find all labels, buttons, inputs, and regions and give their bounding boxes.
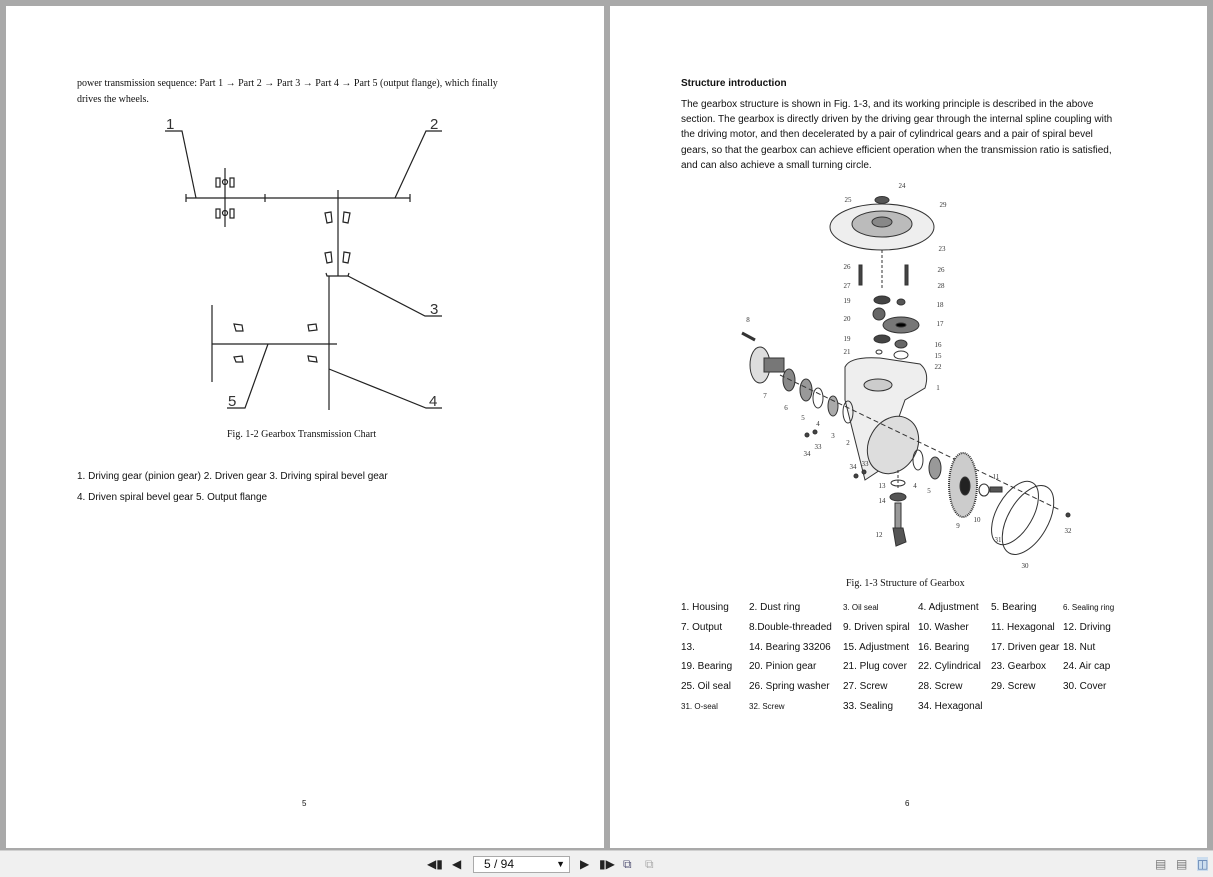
parts-list-item: 22. Cylindrical: [918, 661, 981, 673]
go-forward-view-icon[interactable]: ⧉: [645, 857, 654, 871]
callout-label: 9: [956, 522, 960, 530]
callout-label: 13: [878, 482, 886, 490]
parts-list-item: 24. Air cap: [1063, 661, 1111, 673]
callout-label: 17: [936, 320, 944, 328]
parts-list-item: 12. Driving: [1063, 621, 1111, 633]
callout-label: 30: [1021, 562, 1029, 570]
callout-label: 10: [973, 516, 981, 524]
parts-list-item: 31. O-seal: [681, 702, 718, 711]
parts-list-item: 18. Nut: [1063, 641, 1096, 653]
callout-label: 7: [763, 392, 767, 400]
page-number: 5: [302, 799, 307, 808]
para-line: the driving motor, and then decelerated by a pair of cylindrical gears and a pair of spiral bevel: [681, 129, 1093, 141]
callout-label: 5: [801, 414, 805, 422]
parts-list-item: 8.Double-threaded: [749, 621, 832, 633]
chevron-down-icon[interactable]: ▼: [556, 859, 565, 869]
parts-list-item: 6. Sealing ring: [1063, 603, 1115, 612]
gearbox-exploded-view: [610, 6, 1207, 586]
callout-label: 33: [814, 443, 822, 451]
para-line: The gearbox structure is shown in Fig. 1-3, and its working principle is described in the above: [681, 99, 1094, 110]
parts-list-item: 5. Bearing: [991, 602, 1037, 613]
continuous-view-icon[interactable]: ▤: [1176, 857, 1188, 871]
callout-label: 24: [898, 182, 906, 190]
chart-label-4: 4: [429, 393, 438, 410]
callout-label: 8: [746, 316, 750, 324]
single-page-view-icon[interactable]: ▤: [1155, 857, 1167, 871]
callout-label: 27: [843, 282, 851, 290]
callout-label: 16: [934, 341, 942, 349]
chart-label-1: 1: [166, 116, 175, 133]
figure-caption: Fig. 1-3 Structure of Gearbox: [846, 578, 965, 589]
callout-label: 21: [843, 348, 851, 356]
chart-label-3: 3: [430, 301, 439, 318]
parts-list-item: 2. Dust ring: [749, 602, 801, 613]
last-page-icon[interactable]: ▮▶: [599, 857, 615, 871]
callout-label: 20: [843, 315, 851, 323]
parts-list-item: 34. Hexagonal: [918, 701, 983, 712]
parts-list-item: 14. Bearing 33206: [749, 641, 831, 653]
legend-line1: 1. Driving gear (pinion gear) 2. Driven gear 3. Driving spiral bevel gear: [77, 471, 388, 482]
pdf-page-6: [610, 6, 1207, 848]
parts-list-item: 29. Screw: [991, 681, 1036, 693]
parts-list-item: 10. Washer: [918, 621, 969, 633]
go-back-view-icon[interactable]: ⧉: [623, 857, 632, 871]
parts-list-item: 3. Oil seal: [843, 603, 879, 612]
callout-label: 14: [878, 497, 886, 505]
callout-label: 32: [1064, 527, 1072, 535]
callout-label: 34: [803, 450, 811, 458]
callout-label: 19: [843, 297, 851, 305]
parts-list-item: 15. Adjustment: [843, 641, 910, 653]
chart-label-5: 5: [228, 393, 237, 410]
parts-list-item: 32. Screw: [749, 702, 785, 711]
parts-list-item: 26. Spring washer: [749, 681, 830, 693]
callout-label: 11: [992, 473, 1000, 481]
parts-list-item: 7. Output: [681, 621, 723, 633]
callout-label: 3: [831, 432, 835, 440]
previous-page-icon[interactable]: ◀: [452, 857, 462, 871]
pdf-viewer-toolbar: [0, 850, 1213, 877]
callout-label: 26: [843, 263, 851, 271]
two-page-view-icon[interactable]: ◫: [1197, 857, 1209, 871]
gearbox-transmission-chart: [6, 6, 604, 426]
page-number: 6: [905, 799, 910, 808]
page-number-value[interactable]: 5 / 94: [484, 857, 515, 871]
callout-label: 22: [934, 363, 942, 371]
next-page-icon[interactable]: ▶: [580, 857, 590, 871]
callout-label: 33: [861, 460, 869, 468]
parts-list-item: 16. Bearing: [918, 641, 970, 653]
parts-list-item: 23. Gearbox: [991, 661, 1047, 673]
callout-label: 19: [843, 335, 851, 343]
first-page-icon[interactable]: ◀▮: [427, 857, 443, 871]
pdf-page-5: [6, 6, 604, 848]
parts-list-item: 20. Pinion gear: [749, 661, 817, 673]
parts-list-item: 25. Oil seal: [681, 681, 732, 693]
callout-label: 4: [913, 482, 917, 490]
callout-label: 26: [937, 266, 945, 274]
parts-list-item: 9. Driven spiral: [843, 621, 910, 633]
para-line: gears, so that the gearbox can achieve efficient operation when the transmission ratio is satisfied,: [681, 144, 1112, 156]
figure-caption: Fig. 1-2 Gearbox Transmission Chart: [227, 429, 377, 440]
intro-text-line1: power transmission sequence: Part 1 → Part 2 → Part 3 → Part 4 → Part 5 (output flange), which finally: [77, 78, 498, 89]
callout-label: 25: [844, 196, 852, 204]
parts-list-item: 11. Hexagonal: [991, 621, 1055, 633]
chart-label-2: 2: [430, 116, 439, 133]
parts-list-item: 21. Plug cover: [843, 661, 907, 673]
callout-label: 12: [875, 531, 883, 539]
parts-list-item: 17. Driven gear: [991, 641, 1060, 653]
callout-label: 29: [939, 201, 947, 209]
callout-label: 34: [849, 463, 857, 471]
callout-label: 31: [994, 536, 1002, 544]
parts-list-item: 33. Sealing: [843, 701, 894, 712]
parts-list-item: 1. Housing: [681, 602, 729, 613]
parts-list-item: 28. Screw: [918, 681, 963, 693]
section-heading: Structure introduction: [681, 78, 787, 89]
parts-list-item: 13.: [681, 641, 695, 653]
legend-line2: 4. Driven spiral bevel gear 5. Output flange: [77, 492, 268, 503]
callout-label: 18: [936, 301, 944, 309]
callout-label: 23: [938, 245, 946, 253]
para-line: section. The gearbox is directly driven by the driving gear through the internal spline coupling with: [681, 114, 1113, 126]
parts-list-item: 4. Adjustment: [918, 602, 979, 613]
intro-text-line2: drives the wheels.: [77, 94, 149, 105]
page-number-field[interactable]: [473, 856, 570, 873]
parts-list-item: 30. Cover: [1063, 681, 1107, 693]
parts-list-item: 19. Bearing: [681, 661, 733, 673]
callout-label: 6: [784, 404, 788, 412]
callout-label: 5: [927, 487, 931, 495]
callout-label: 2: [846, 439, 850, 447]
callout-label: 4: [816, 420, 820, 428]
callout-label: 1: [936, 384, 940, 392]
callout-label: 15: [934, 352, 942, 360]
para-line: and can also achieve a small turning circle.: [681, 159, 872, 171]
callout-label: 28: [937, 282, 945, 290]
parts-list-item: 27. Screw: [843, 681, 888, 693]
